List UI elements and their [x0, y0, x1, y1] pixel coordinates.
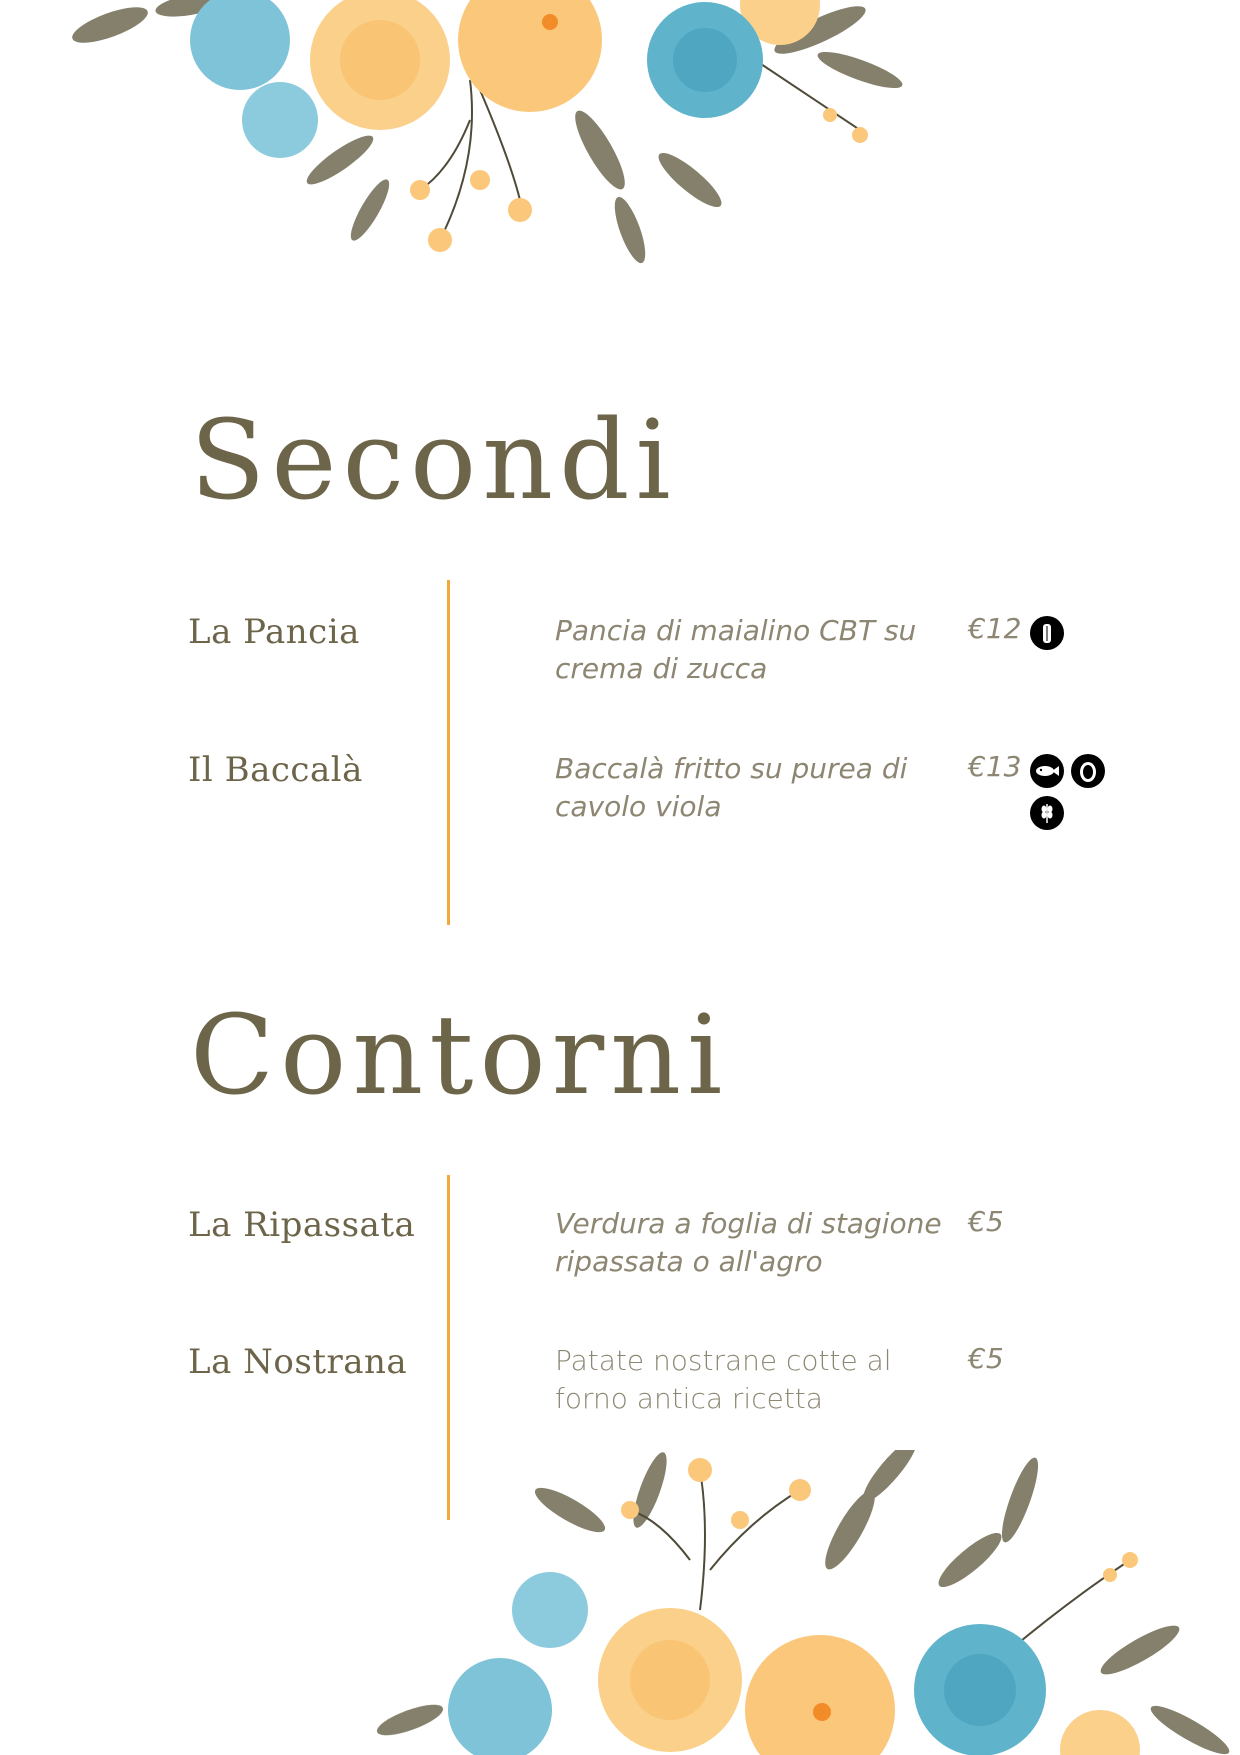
floral-decoration-bottom [370, 1450, 1240, 1755]
allergen-icons [1030, 750, 1120, 834]
dish-description: Pancia di maialino CBT su crema di zucca [555, 614, 917, 685]
dish-price: €12 [968, 612, 1022, 645]
gluten-icon [1030, 796, 1064, 830]
egg-icon [1071, 754, 1105, 788]
allergen-icons [1030, 612, 1120, 654]
dish-row-la-ripassata [0, 1205, 1240, 1305]
dish-row-la-nostrana [0, 1342, 1240, 1442]
dish-name: La Pancia [188, 612, 360, 652]
dish-price: €5 [968, 1342, 1004, 1375]
dish-description: Baccalà fritto su purea di cavolo viola [555, 752, 908, 823]
dish-price: €5 [968, 1205, 1004, 1238]
dish-price: €13 [968, 750, 1022, 783]
section-title-secondi: Secondi [190, 396, 677, 524]
dish-row-la-pancia [0, 612, 1240, 712]
fish-icon [1030, 754, 1064, 788]
dish-name: La Ripassata [188, 1205, 416, 1245]
section-title-contorni: Contorni [190, 991, 729, 1119]
floral-decoration-top [40, 0, 920, 290]
dish-name: La Nostrana [188, 1342, 408, 1382]
dish-name: Il Baccalà [188, 750, 363, 790]
dish-description: Patate nostrane cotte al forno antica ricetta [555, 1344, 892, 1415]
dish-description: Verdura a foglia di stagione ripassata o all'agro [555, 1207, 942, 1278]
dish-row-il-baccala [0, 750, 1240, 850]
celery-icon [1030, 616, 1064, 650]
